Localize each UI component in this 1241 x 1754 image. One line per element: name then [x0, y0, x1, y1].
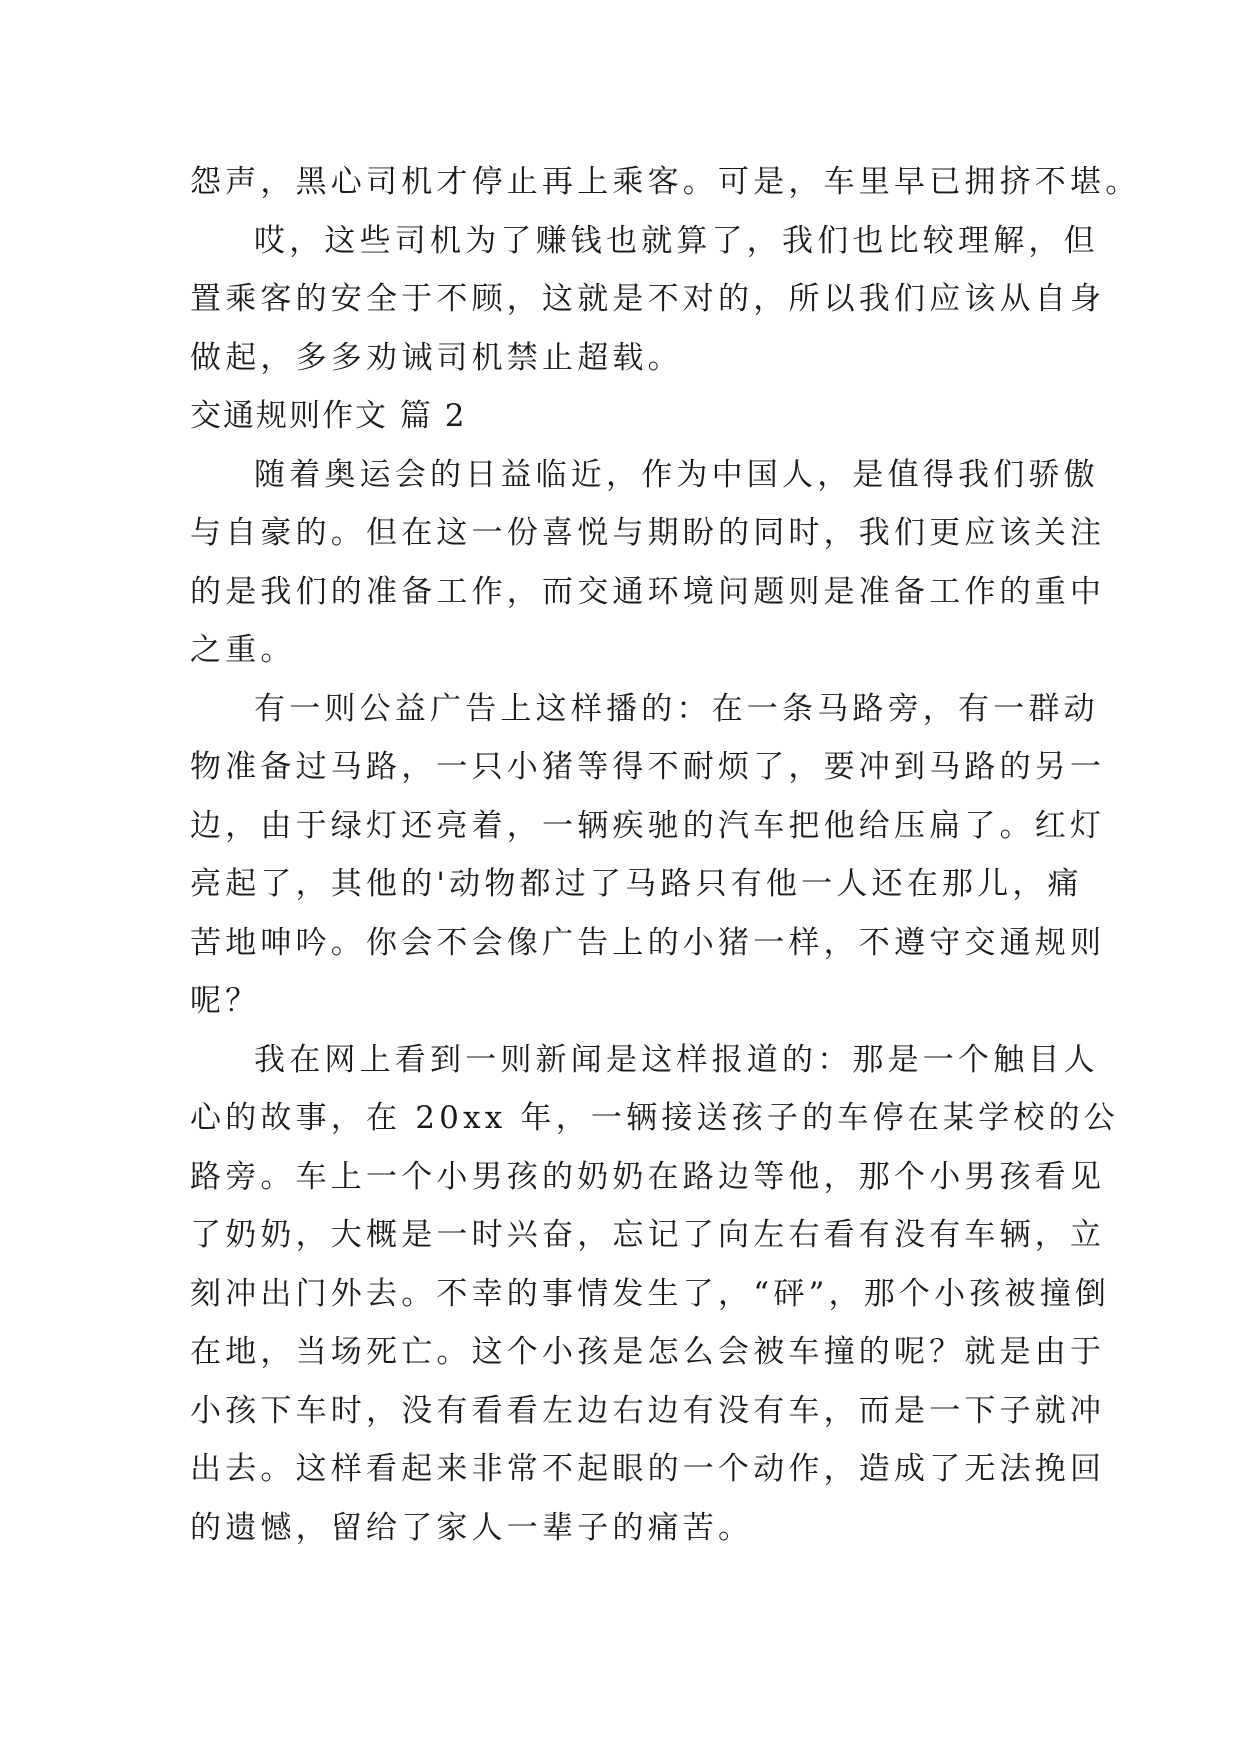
text-line: 的遗憾，留给了家人一辈子的痛苦。: [190, 1509, 754, 1546]
paragraph-start-line: 哎，这些司机为了赚钱也就算了，我们也比较理解，但: [254, 222, 1099, 259]
text-line: 物准备过马路，一只小猪等得不耐烦了，要冲到马路的另一: [190, 749, 1106, 785]
text-line: 刻冲出门外去。不幸的事情发生了，“砰”，那个小孩被撞倒: [190, 1275, 1111, 1312]
document-page: [190, 153, 1141, 1557]
text-line: 怨声，黑心司机才停止再上乘客。可是，车里早已拥挤不堪。: [190, 164, 1141, 200]
text-line: 做起，多多劝诫司机禁止超载。: [190, 339, 683, 376]
text-line: 出去。这样看起来非常不起眼的一个动作，造成了无法挽回: [190, 1451, 1106, 1487]
text-line: 在地，当场死亡。这个小孩是怎么会被车撞的呢？就是由于: [190, 1334, 1106, 1370]
text-line: 亮起了，其他的'动物都过了马路只有他一人还在那儿，痛: [190, 866, 1083, 902]
section-heading: 交通规则作文 篇 2: [190, 398, 467, 434]
text-line: 苦地呻吟。你会不会像广告上的小猪一样，不遵守交通规则: [190, 924, 1106, 961]
text-line: 路旁。车上一个小男孩的奶奶在路边等他，那个小男孩看见: [190, 1158, 1106, 1195]
paragraph-start-line: 我在网上看到一则新闻是这样报道的：那是一个触目人: [254, 1041, 1099, 1078]
paragraph-start-line: 有一则公益广告上这样播的：在一条马路旁，有一群动: [254, 690, 1099, 727]
text-line: 与自豪的。但在这一份喜悦与期盼的同时，我们更应该关注: [190, 515, 1106, 551]
text-line: 小孩下车时，没有看看左边右边有没有车，而是一下子就冲: [190, 1392, 1106, 1429]
text-line: 的是我们的准备工作，而交通环境问题则是准备工作的重中: [190, 573, 1106, 610]
text-line: 呢？: [190, 983, 261, 1019]
text-line: 置乘客的安全于不顾，这就是不对的，所以我们应该从自身: [190, 281, 1106, 317]
text-line: 边，由于绿灯还亮着，一辆疾驰的汽车把他给压扁了。红灯: [190, 807, 1106, 844]
text-line: 了奶奶，大概是一时兴奋，忘记了向左右看有没有车辆，立: [190, 1217, 1106, 1253]
text-line: 心的故事，在 20xx 年，一辆接送孩子的车停在某学校的公: [190, 1100, 1119, 1136]
text-line: 之重。: [190, 632, 296, 668]
paragraph-start-line: 随着奥运会的日益临近，作为中国人，是值得我们骄傲: [254, 456, 1099, 493]
